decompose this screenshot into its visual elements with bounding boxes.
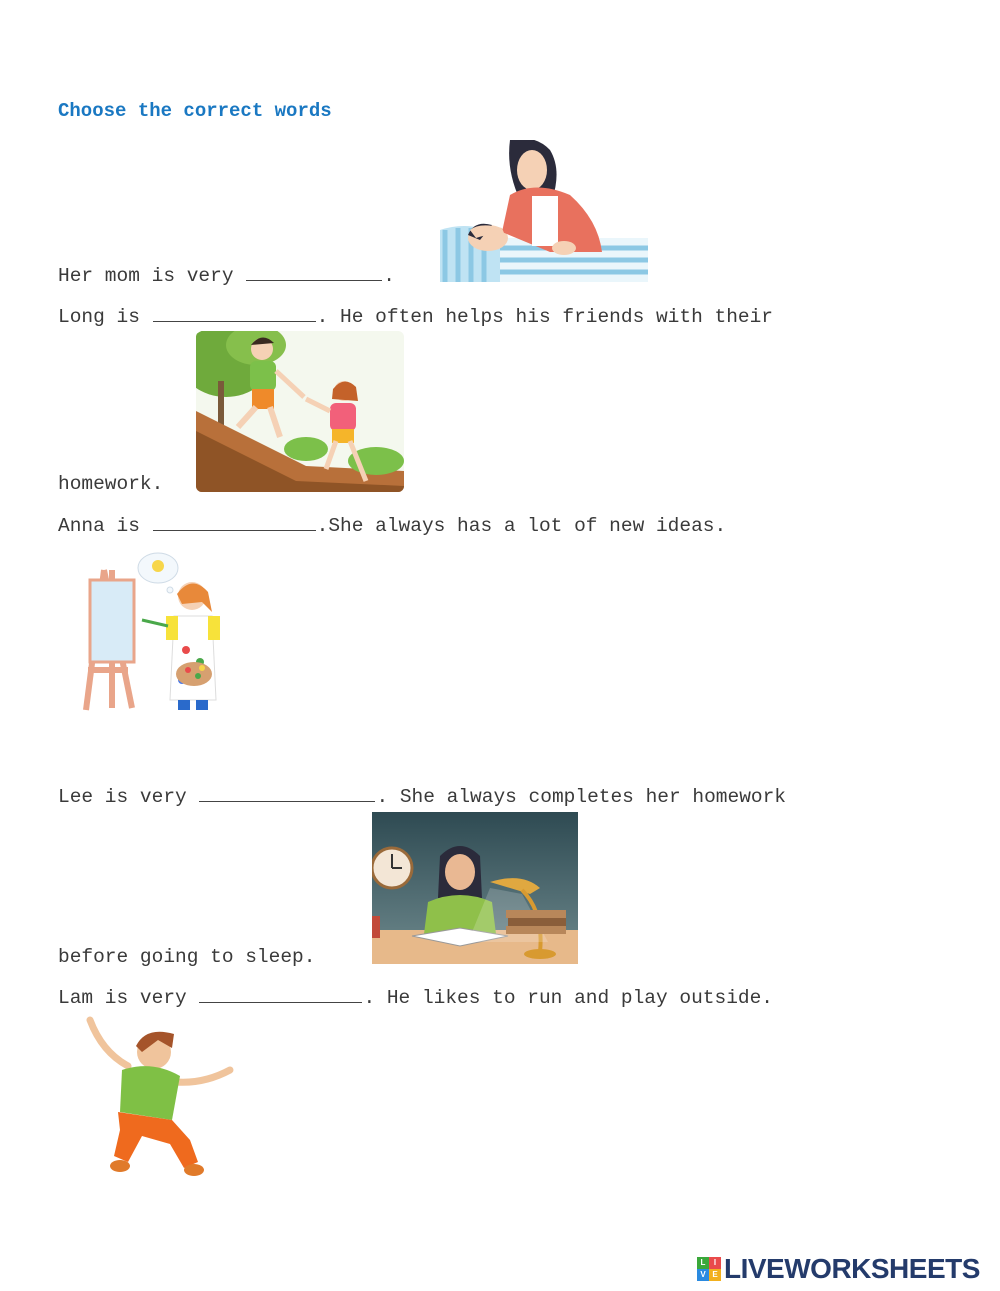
question-2-after: . He often helps his friends with their <box>316 306 773 328</box>
question-4-after: . She always completes her homework <box>376 786 787 808</box>
question-5 <box>58 986 773 1009</box>
question-5-before: Lam is very <box>58 987 199 1009</box>
kids-hiking-image <box>196 331 404 492</box>
mother-caring-image <box>440 140 648 282</box>
girl-studying-image <box>372 812 578 964</box>
logo-cube-e: E <box>709 1269 721 1281</box>
girl-painting-image <box>82 550 222 712</box>
question-1-before: Her mom is very <box>58 265 246 287</box>
logo-text: LIVEWORKSHEETS <box>724 1253 980 1284</box>
liveworksheets-logo <box>697 1252 980 1286</box>
answer-blank-3[interactable] <box>153 514 316 531</box>
boy-jumping-image <box>82 1012 237 1184</box>
question-4-before: Lee is very <box>58 786 199 808</box>
question-2 <box>58 305 773 328</box>
question-3-before: Anna is <box>58 515 152 537</box>
answer-blank-1[interactable] <box>246 264 382 281</box>
question-2-before: Long is <box>58 306 152 328</box>
question-3-after: .She always has a lot of new ideas. <box>316 515 727 537</box>
logo-cube-i: I <box>709 1257 721 1269</box>
page-title: Choose the correct words <box>58 100 332 122</box>
question-1-after: . <box>383 265 395 287</box>
question-1 <box>58 264 395 287</box>
question-4 <box>58 785 786 808</box>
question-4-continued: before going to sleep. <box>58 946 316 968</box>
answer-blank-2[interactable] <box>153 305 316 322</box>
answer-blank-4[interactable] <box>199 785 375 802</box>
question-3 <box>58 514 726 537</box>
question-2-continued: homework. <box>58 473 164 495</box>
logo-cubes-icon <box>697 1257 721 1281</box>
logo-cube-l: L <box>697 1257 709 1269</box>
answer-blank-5[interactable] <box>199 986 362 1003</box>
question-5-after: . He likes to run and play outside. <box>363 987 774 1009</box>
logo-cube-v: V <box>697 1269 709 1281</box>
